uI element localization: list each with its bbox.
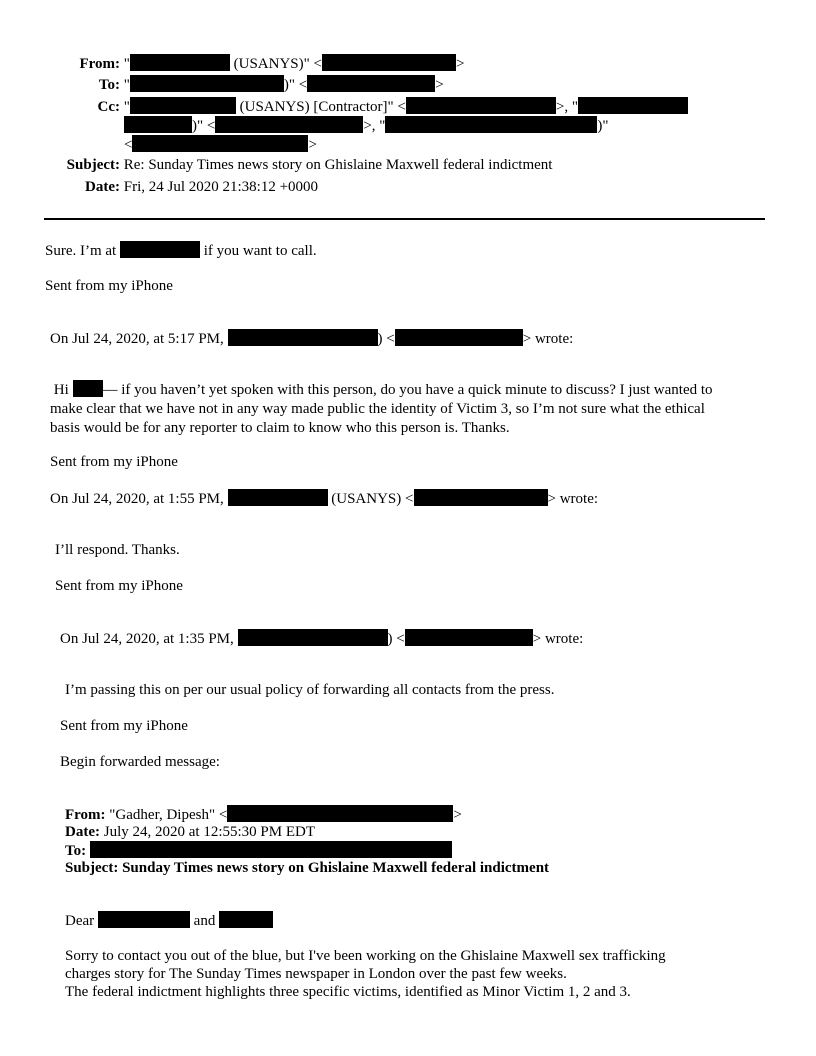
redaction-box: [385, 116, 597, 133]
fwd-date-value: July 24, 2020 at 12:55:30 PM EDT: [103, 824, 315, 840]
on-prefix: On Jul 24, 2020, at 1:55 PM,: [50, 491, 224, 507]
on-prefix: On Jul 24, 2020, at 1:35 PM,: [60, 631, 234, 647]
from-label: From:: [79, 56, 120, 72]
fwd-to-label: To:: [65, 843, 87, 859]
cc-label: Cc:: [97, 99, 120, 115]
sent-from-iphone: Sent from my iPhone: [60, 718, 188, 734]
fwd-date-line: [65, 823, 315, 841]
redaction-box: [228, 329, 378, 346]
cc-line-3: < >: [124, 137, 317, 153]
hi-text: Hi: [53, 382, 69, 398]
quoted-header-2: On Jul 24, 2020, at 1:55 PM, (USANYS) < > wrote:: [50, 491, 599, 507]
and-text: and: [193, 913, 216, 929]
fwd-para-line3: The federal indictment highlights three specific victims, identified as Minor Victim 1, 2 and 3.: [65, 984, 631, 1000]
redaction-box: [98, 911, 190, 928]
forwarded-paragraph: [65, 947, 765, 1001]
redaction-box: [406, 97, 556, 114]
wrote: wrote:: [534, 331, 574, 347]
fwd-from-label: From:: [65, 807, 106, 823]
quote-mark: ": [123, 77, 130, 93]
fwd-subject-line: [65, 859, 549, 877]
msg2-line1: — if you haven’t yet spoken with this person, do you have a quick minute to discuss? I just wanted to: [102, 382, 713, 398]
wrote: wrote:: [544, 631, 584, 647]
redaction-box: [130, 75, 284, 92]
on-mid: (USANYS): [331, 491, 402, 507]
quoted-header-3: On Jul 24, 2020, at 1:35 PM, ) < > wrote:: [60, 631, 584, 647]
redaction-box: [130, 97, 236, 114]
dear-text: Dear: [65, 913, 95, 929]
redaction-box: [215, 116, 363, 133]
redaction-box: [90, 841, 452, 858]
respond-line: I’ll respond. Thanks.: [55, 542, 180, 558]
passing-line: I’m passing this on per our usual policy of forwarding all contacts from the press.: [65, 682, 555, 698]
redaction-box: [130, 54, 230, 71]
header-divider: [44, 218, 765, 220]
redaction-box: [120, 241, 200, 258]
reply-before: Sure. I’m at: [45, 243, 117, 259]
date-label: Date:: [85, 179, 120, 195]
fwd-subject-value: Sunday Times news story on Ghislaine Maxwell federal indictment: [122, 860, 550, 876]
to-label: To:: [98, 77, 120, 93]
redaction-box: [322, 54, 456, 71]
redaction-box: [578, 97, 688, 114]
redaction-box: [219, 911, 273, 928]
fwd-from-value: "Gadher, Dipesh": [109, 807, 216, 823]
to-line: To: " )" < >: [0, 75, 444, 94]
cc-line: Cc: " (USANYS) [Contractor]" < >, ": [0, 97, 688, 116]
redaction-box: [414, 489, 548, 506]
quoted-header-1: On Jul 24, 2020, at 5:17 PM, ) < > wrote:: [50, 331, 574, 347]
redaction-box: [228, 489, 328, 506]
quote-mark: ": [123, 99, 130, 115]
quote-mark: ": [123, 56, 130, 72]
wrote: wrote:: [559, 491, 599, 507]
message-2: [50, 380, 770, 438]
reply-after: if you want to call.: [203, 243, 317, 259]
msg2-line2: make clear that we have not in any way made public the identity of Victim 3, so I’m not sure what the ethical: [50, 401, 705, 417]
subject-line: [0, 156, 552, 174]
sent-from-iphone: Sent from my iPhone: [50, 454, 178, 470]
cc-text: (USANYS) [Contractor]": [239, 99, 394, 115]
fwd-date-label: Date:: [65, 824, 100, 840]
sent-from-iphone: Sent from my iPhone: [55, 578, 183, 594]
salutation: [65, 911, 273, 930]
from-text: (USANYS)": [233, 56, 310, 72]
begin-forwarded: Begin forwarded message:: [60, 754, 220, 770]
from-line: From: " (USANYS)" < >: [0, 54, 464, 73]
fwd-from-line: From: "Gadher, Dipesh" < >: [65, 807, 462, 823]
on-prefix: On Jul 24, 2020, at 5:17 PM,: [50, 331, 224, 347]
redaction-box: [132, 135, 308, 152]
msg2-line3: basis would be for any reporter to claim to know who this person is. Thanks.: [50, 420, 510, 436]
subject-label: Subject:: [66, 157, 120, 173]
date-value: Fri, 24 Jul 2020 21:38:12 +0000: [123, 179, 319, 195]
subject-value: Re: Sunday Times news story on Ghislaine Maxwell federal indictment: [123, 157, 553, 173]
redaction-box: [124, 116, 192, 133]
redaction-box: [238, 629, 388, 646]
redaction-box: [73, 380, 103, 397]
reply-line: [45, 241, 317, 260]
redaction-box: [395, 329, 523, 346]
fwd-para-line1: Sorry to contact you out of the blue, but I've been working on the Ghislaine Maxwell sex trafficking: [65, 948, 666, 964]
redaction-box: [405, 629, 533, 646]
redaction-box: [227, 805, 453, 822]
sent-from-iphone: Sent from my iPhone: [45, 278, 173, 294]
redaction-box: [307, 75, 435, 92]
date-line: [0, 178, 318, 196]
fwd-subject-label: Subject:: [65, 860, 119, 876]
cc-line-2: )" < >, " )": [124, 116, 609, 135]
fwd-to-line: [65, 841, 452, 860]
fwd-para-line2: charges story for The Sunday Times newspaper in London over the past few weeks.: [65, 966, 567, 982]
